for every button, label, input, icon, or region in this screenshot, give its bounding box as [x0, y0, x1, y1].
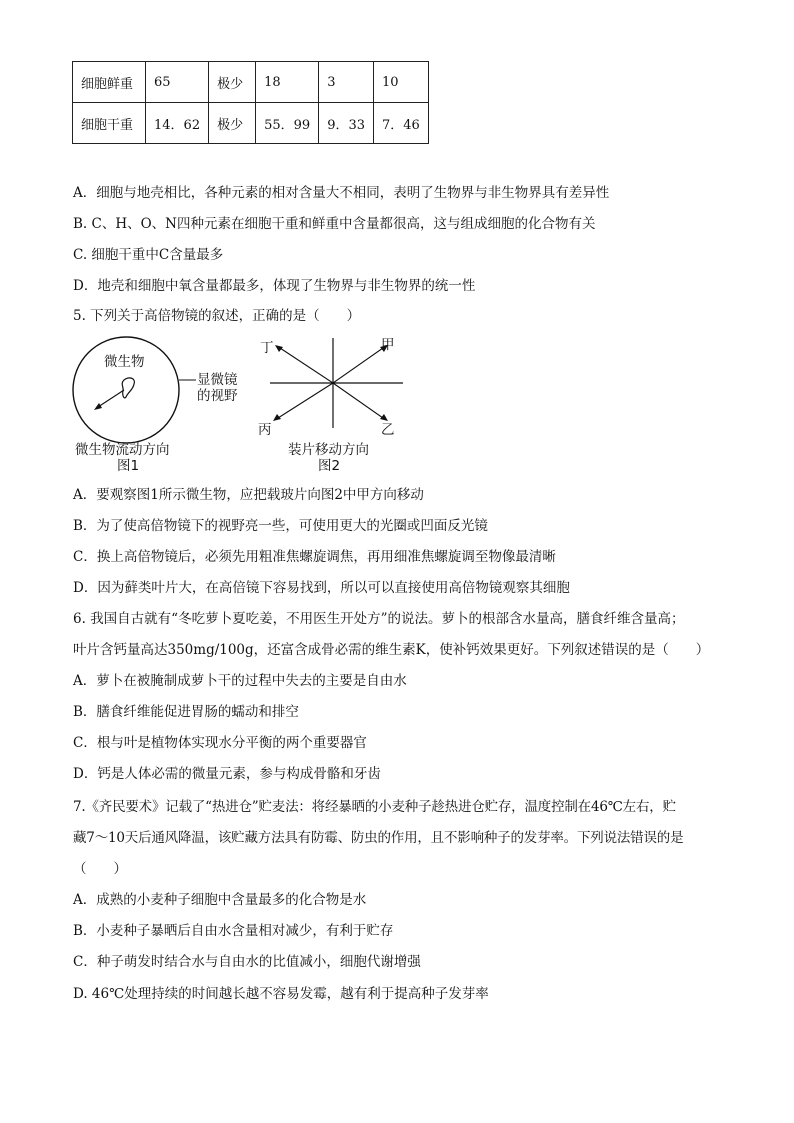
- figure-2-slide-direction: [248, 336, 408, 476]
- table-cell: 9．33: [319, 103, 374, 144]
- q5-option-d: D．因为藓类叶片大，在高倍镜下容易找到，所以可以直接使用高倍物镜观察其细胞: [73, 580, 570, 596]
- arrow-bing: [278, 383, 333, 418]
- arrowhead-icon: [94, 403, 102, 410]
- field-of-view-circle: [73, 337, 179, 443]
- table-cell: 细胞干重: [73, 103, 146, 144]
- element-content-table: [72, 61, 429, 144]
- q6-option-d: D．钙是人体必需的微量元素，参与构成骨骼和牙齿: [73, 766, 381, 782]
- q6-stem-line-2: 叶片含钙量高达350mg/100g，还富含成骨必需的维生素K，使补钙效果更好。下列叙述错误的是（ ）: [73, 642, 710, 658]
- table-cell: 18: [256, 62, 319, 103]
- figure-1-caption: 图1: [117, 458, 140, 474]
- figure-2-caption: 图2: [318, 458, 341, 474]
- q5-stem: 5. 下列关于高倍物镜的叙述，正确的是（ ）: [73, 308, 361, 324]
- q7-option-b: B．小麦种子暴晒后自由水含量相对减少，有利于贮存: [73, 923, 394, 939]
- arrow-ding: [280, 348, 333, 383]
- flow-arrow: [98, 390, 124, 407]
- table-row: [73, 62, 429, 103]
- q4-option-d: D．地壳和细胞中氧含量都最多，体现了生物界与非生物界的统一性: [73, 278, 476, 294]
- q5-option-a: A．要观察图1所示微生物，应把载玻片向图2中甲方向移动: [73, 487, 424, 503]
- q4-option-c: C. 细胞干重中C含量最多: [73, 247, 224, 263]
- arrowhead-icon: [275, 345, 283, 352]
- flow-label: 微生物流动方向: [75, 442, 170, 458]
- microbe-icon: [122, 378, 134, 398]
- label-yi: 乙: [381, 422, 395, 438]
- q4-option-b: B. C、H、O、N四种元素在细胞干重和鲜重中含量都很高，这与组成细胞的化合物有关: [73, 216, 596, 232]
- table-cell: 14．62: [146, 103, 209, 144]
- label-bing: 丙: [258, 422, 272, 438]
- q7-option-d: D. 46℃处理持续的时间越长越不容易发霉，越有利于提高种子发芽率: [73, 986, 489, 1002]
- q6-option-c: C．根与叶是植物体实现水分平衡的两个重要器官: [73, 735, 367, 751]
- table-cell: 细胞鲜重: [73, 62, 146, 103]
- view-label-2: 的视野: [197, 388, 238, 404]
- table-cell: 10: [374, 62, 429, 103]
- q5-option-b: B．为了使高倍物镜下的视野亮一些，可使用更大的光圈或凹面反光镜: [73, 518, 488, 534]
- q7-stem-line-1: 7.《齐民要术》记载了“热进仓”贮麦法：将经暴晒的小麦种子趁热进仓贮存，温度控制在46℃左右，贮: [73, 799, 676, 815]
- label-ding: 丁: [260, 340, 274, 356]
- q7-stem-line-3: （ ）: [73, 861, 127, 877]
- arrow-jia: [333, 348, 383, 383]
- table-cell: 极少: [209, 62, 256, 103]
- q6-option-b: B．膳食纤维能促进胃肠的蠕动和排空: [73, 704, 299, 720]
- table-cell: 3: [319, 62, 374, 103]
- microbe-label: 微生物: [104, 354, 145, 370]
- label-jia: 甲: [381, 337, 395, 353]
- q5-option-c: C．换上高倍物镜后，必须先用粗准焦螺旋调焦，再用细准焦螺旋调至物像最清晰: [73, 549, 556, 565]
- q7-option-c: C．种子萌发时结合水与自由水的比值减小，细胞代谢增强: [73, 954, 421, 970]
- q7-stem-line-2: 藏7～10天后通风降温，该贮藏方法具有防霉、防虫的作用，且不影响种子的发芽率。下列说法错误的是: [73, 830, 684, 846]
- table-row: [73, 103, 429, 144]
- figure-1-microscope-field: [66, 336, 271, 476]
- table-cell: 7．46: [374, 103, 429, 144]
- table-cell: 极少: [209, 103, 256, 144]
- q7-option-a: A．成熟的小麦种子细胞中含量最多的化合物是水: [73, 892, 367, 908]
- q6-option-a: A．萝卜在被腌制成萝卜干的过程中失去的主要是自由水: [73, 673, 407, 689]
- table-cell: 55．99: [256, 103, 319, 144]
- q4-option-a: A．细胞与地壳相比，各种元素的相对含量大不相同，表明了生物界与非生物界具有差异性: [73, 185, 610, 201]
- q6-stem-line-1: 6. 我国自古就有“冬吃萝卜夏吃姜，不用医生开处方”的说法。萝卜的根部含水量高，膳食纤维含量高；: [73, 611, 685, 627]
- view-label-1: 显微镜: [197, 372, 238, 388]
- table-cell: 65: [146, 62, 209, 103]
- arrowhead-icon: [380, 414, 388, 421]
- arrowhead-icon: [273, 414, 281, 421]
- arrow-yi: [333, 383, 383, 418]
- move-label: 装片移动方向: [288, 442, 369, 458]
